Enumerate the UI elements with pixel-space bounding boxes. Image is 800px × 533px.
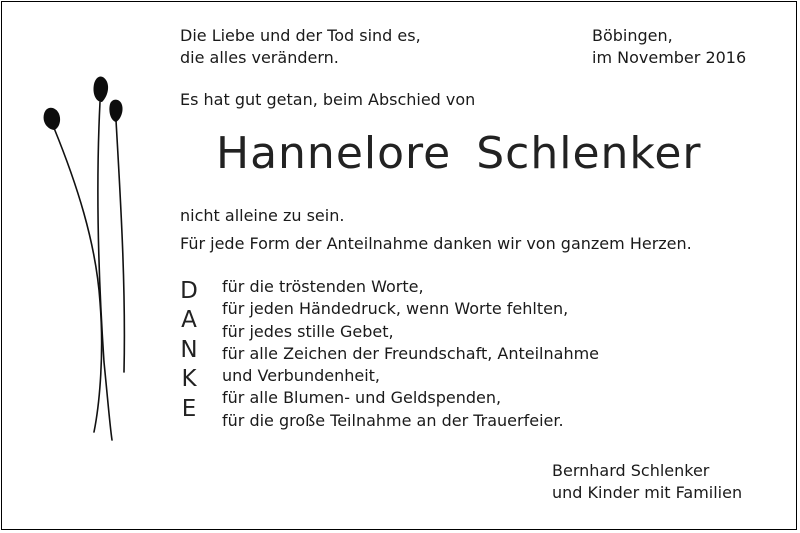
motto-line: die alles verändern.	[180, 48, 339, 67]
signature	[552, 460, 742, 504]
tulip-stems-icon	[36, 72, 136, 447]
place-date	[592, 25, 746, 69]
danke-vertical	[178, 277, 200, 424]
motto-quote	[180, 25, 421, 69]
thanks-line: und Verbundenheit,	[222, 366, 381, 386]
intro-text: Es hat gut getan, beim Abschied von	[180, 90, 476, 109]
thanks-line: für die tröstenden Worte,	[222, 277, 424, 296]
place: Böbingen,	[592, 26, 673, 45]
line-after-name: nicht alleine zu sein.	[180, 206, 345, 225]
danke-letter: K	[181, 366, 197, 393]
thanks-line: für die große Teilnahme an der Trauerfeier.	[222, 410, 564, 430]
danke-letter: D	[180, 278, 198, 304]
date: im November 2016	[592, 48, 747, 67]
gratitude-text: Für jede Form der Anteilnahme danken wir von ganzem Herzen.	[180, 234, 692, 253]
deceased-name: Hannelore Schlenker	[216, 128, 702, 179]
thanks-line: für jedes stille Gebet,	[222, 321, 394, 341]
motto-line: Die Liebe und der Tod sind es,	[180, 26, 421, 45]
thanks-line: für alle Zeichen der Freundschaft, Anteilnahme	[222, 343, 600, 363]
danke-letter: N	[180, 336, 198, 363]
thanks-line: für jeden Händedruck, wenn Worte fehlten,	[222, 299, 569, 319]
signature-line: Bernhard Schlenker	[552, 461, 710, 480]
signature-line: und Kinder mit Familien	[552, 483, 743, 502]
thanks-list	[222, 276, 599, 432]
thanks-line: für alle Blumen- und Geldspenden,	[222, 388, 502, 408]
danke-letter: A	[181, 307, 197, 334]
danke-letter: E	[181, 395, 197, 422]
